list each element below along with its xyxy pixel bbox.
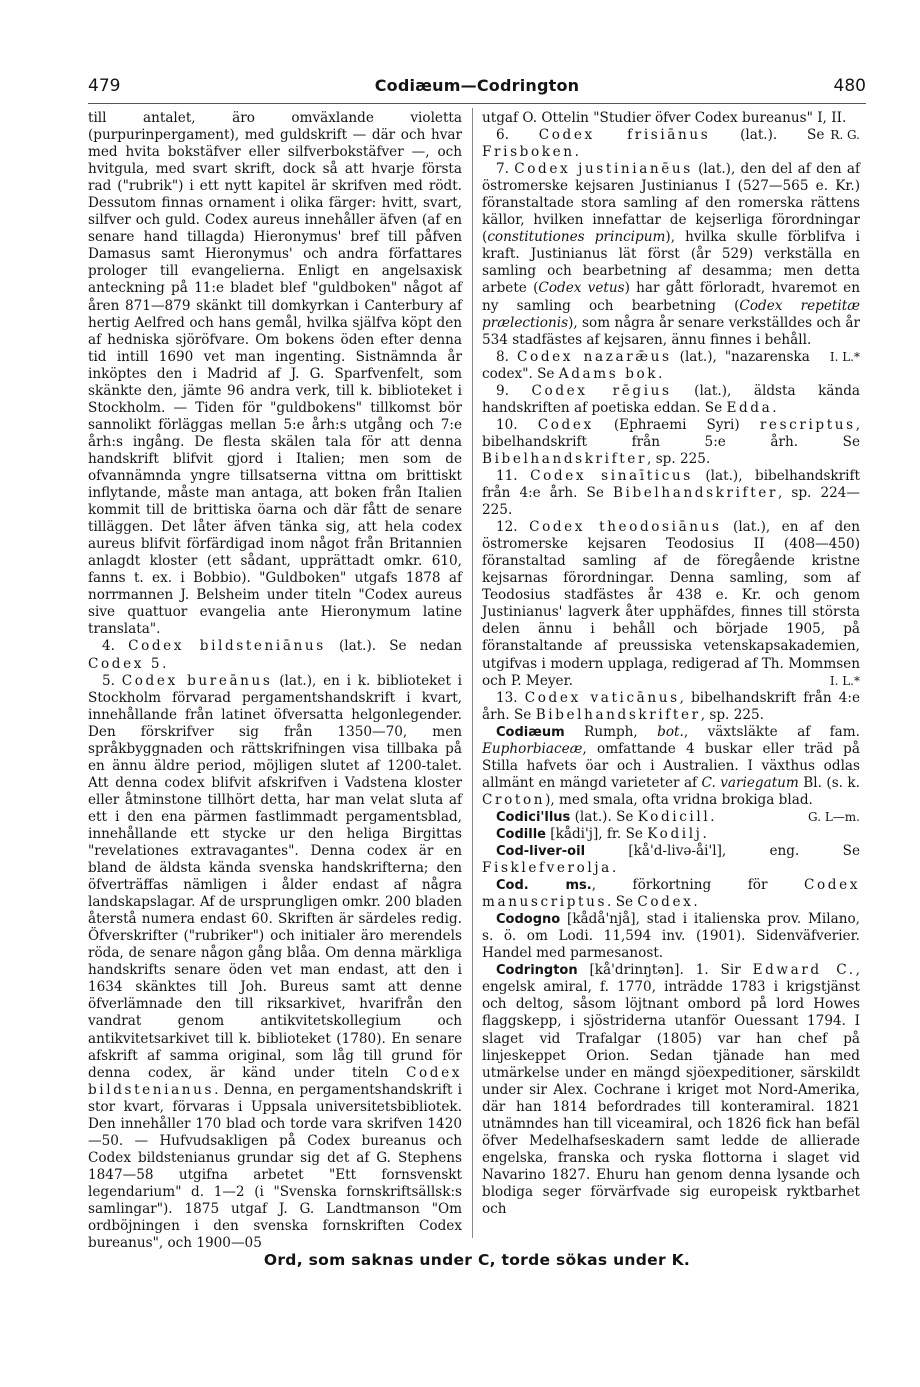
entry-codiaeum: Codiæum Rumph, bot., växtsläkte af fam. Euphorbiaceæ, omfattande 4 buskar eller träd på Stilla hafvets öar och i Australien. I växthus odlas allmänt en mängd varieteter af C. variegatum Bl. (s. k. Croton), med smala, ofta vridna brokiga blad. G. L—m. xyxy=(482,724,860,809)
author-signature: I. L.* xyxy=(829,673,860,688)
entry-codex-6: 6. Codex frisiānus (lat.). Se Frisboken. xyxy=(482,127,825,161)
headword: Codogno xyxy=(496,912,561,928)
entry-codex-12: 12. Codex theodosiānus (lat.), en af den östromerske kejsaren Teodosius II (408—450) föranstaltad samling af de föregående kristne kejsarnas förordningar. Denna samling, som af Teodosius stadfästes år 438 e. Kr. och genom Justinianus' lagverk åter upphäfdes, finnes till största delen ännu i behåll och började 1905, på föranstaltande af preussiska vetenskapsakademien, utgifvas i modern upplaga, redigerad af Th. Mommsen och P. Meyer. I. L.* xyxy=(482,519,860,689)
headword: Codrington xyxy=(496,963,578,979)
entry-codex-4: 4. Codex bildsteniānus (lat.). Se nedan Codex 5. xyxy=(88,638,462,672)
cross-reference: Kodicill. xyxy=(637,808,718,825)
cross-reference: Bibelhandskrifter xyxy=(535,706,701,723)
cross-reference: Frisboken. xyxy=(482,144,582,161)
author-signature: I. L.* xyxy=(829,349,860,364)
entry-name: Codex justinianēus xyxy=(514,161,693,178)
entry-codrington: Codrington [kå'drinŋtən]. 1. Sir Edward C., engelsk amiral, f. 1770, inträdde 1783 i krigstjänst och deltog, såsom löjtnant ombord på lord Howes flaggskepp, i sjöstriderna utanför Ouessant 1794. I slaget vid Trafalgar (1805) var han chef på linjeskeppet Orion. Sedan tjänade han med utmärkelse under en mängd sjöexpeditioner, särskildt under sir Alex. Cochrane i kriget mot Nord-Amerika, där han 1814 befordrades till konteramiral. 1821 utnämndes han till viceamiral, och 1826 fick han befäl öfver Medelhafseskadern samt ledde de allierade engelska, franska och ryska flottorna i slaget vid Navarino 1827. Ehuru han genom denna lysande och blodiga seger förvärfvade sig europeisk ryktbarhet och xyxy=(482,962,860,1217)
cross-reference: Kodilj. xyxy=(647,825,710,842)
entry-codex-13: 13. Codex vaticānus, bibelhandskrift från 4:e årh. Se Bibelhandskrifter, sp. 225. xyxy=(482,689,861,723)
entry-name: Codex rēgius xyxy=(531,382,672,399)
cross-reference: Edda. xyxy=(726,399,780,416)
headword: Codille xyxy=(496,826,546,842)
entry-codex-5: 5. Codex bureānus (lat.), en i k. biblioteket i Stockholm förvarad pergamentshandskrift i kvart, innehållande från latinet öfversatta helgonlegender. Den förskrifver sig från 1350—70, men språkbyggnaden och rättskrifningen visa tillbaka på en ännu äldre period, möjligen slutet af 1200-talet. Att denna codex blifvit afskrifven i Vadstena kloster eller åtminstone tillhört detta, har man velat sluta af ett i den ena pärmen fastlimmadt pergamentsblad, innehållande ett stycke ur den heliga Birgittas "revelationes extravagantes". Denna codex är en bland de äldsta kända svenska handskrifterna; den öfverträffas nämligen i ålder endast af några landskapslagar. Af de ursprungligen omkr. 200 bladen återstå numera endast 60. Skriften är särdeles redig. Öfverskrifter ("rubriker") och initialer äro merendels röda, de senare någon gång blåa. Om denna märkliga handskrifts senare öden vet man endast, att den i 1634 skänktes till Joh. Bureus samt att denne öfverlämnade den till riksarkivet, hvarifrån den vandrat genom antikvitetskollegium och antikvitetsarkivet till k. biblioteket (1780). En senare afskrift af samma original, som låg till grund för denna codex, är känd under titeln Codex bildstenianus. Denna, en pergamentshandskrift i stor kvart, förvaras i Uppsala universitetsbibliotek. Den innehåller 170 blad och torde vara skrifven 1420—50. — Hufvudsakligen på Codex bureanus och Codex bildstenianus grundar sig det af G. Stephens 1847—58 utgifna arbetet "Ett fornsvenskt legendarium" d. 1—2 (i "Svenska fornskriftsällsk:s samlingar"). 1875 utgaf J. G. Landtmanson "Om ordböjningen i den svenska fornskriften Codex bureanus", och 1900—05 xyxy=(88,672,463,1252)
cross-reference: Croton xyxy=(482,791,546,808)
page-header xyxy=(88,68,866,100)
entry-cod-ms: Cod. ms., förkortning för Codex manuscriptus. Se Codex. xyxy=(482,877,860,911)
cross-reference: Fisklefverolja. xyxy=(482,860,619,877)
entry-codex-11: 11. Codex sinaīticus (lat.), bibelhandskrift från 4:e årh. Se Bibelhandskrifter, sp. 224—225. xyxy=(482,467,861,519)
cross-reference: Codex bildstenianus xyxy=(88,1064,462,1098)
author-signature: G. L—m. xyxy=(808,809,860,824)
headword: Cod-liver-oil xyxy=(496,844,586,860)
entry-codex-9: 9. Codex rēgius (lat.), äldsta kända handskriften af poetiska eddan. Se Edda. xyxy=(482,382,861,416)
column-divider xyxy=(472,108,473,1238)
entry-name-part: rescriptus xyxy=(759,416,856,433)
cross-reference: Bibelhandskrifter xyxy=(482,450,648,467)
entry-codicillus: Codici'llus (lat.). Se Kodicill. xyxy=(496,808,718,825)
entry-name: Codex nazarǣus xyxy=(517,348,672,365)
cross-reference: Bibelhandskrifter xyxy=(612,485,778,502)
headword: Cod. ms. xyxy=(496,878,592,894)
left-column xyxy=(88,110,463,1252)
headword: Codici'llus xyxy=(496,809,571,825)
entry-codex-10: 10. Codex (Ephraemi Syri) rescriptus, bibelhandskrift från 5:e årh. Se Bibelhandskrifter, sp. 225. xyxy=(482,416,861,467)
entry-codogno: Codogno [kådå'njå], stad i italienska prov. Milano, s. ö. om Lodi. 11,594 inv. (1901). Sidenväfverier. Handel med parmesanost. xyxy=(482,911,860,962)
running-title: Codiæum—Codrington xyxy=(374,76,580,95)
footer-note: Ord, som saknas under C, torde sökas under K. xyxy=(263,1251,691,1269)
cross-reference: Codex. xyxy=(637,894,701,911)
entry-codille: Codille [kådi'j], fr. Se Kodilj. xyxy=(496,825,710,842)
entry-name: Codex frisiānus xyxy=(538,127,711,144)
entry-name: Codex theodosiānus xyxy=(529,519,722,536)
page-number-right: 480 xyxy=(833,76,866,96)
entry-name: Codex xyxy=(537,416,594,433)
right-column xyxy=(482,110,860,1235)
cross-reference: Codex 5. xyxy=(88,655,170,672)
cross-reference: Adams bok. xyxy=(558,365,666,382)
codex-bureanus-continuation: utgaf O. Ottelin "Studier öfver Codex bureanus" I, II. R. G. xyxy=(482,110,860,127)
header-rule xyxy=(88,103,866,104)
entry-name: Codex bureānus xyxy=(121,672,273,689)
codex-aureus-continuation: till antalet, äro omväxlande violetta (purpurinpergament), med guldskrift — där och hvar med hvita bokstäfver eller silfverbokstäfver —, och hvitgula, med svart skrift, dock så att hvarje första rad ("rubrik") i ett nytt kapitel är skrifven med rödt. Dessutom finnas ornament i olika färger: hvitt, svart, silfver och guld. Codex aureus innehåller äfven (af en senare hand tillagda) Hieronymus' bref till påfven Damasus samt Hieronymus' och andra författares prologer till evangelierna. Enligt en angelsaxisk anteckning på 11:e bladet blef "guldboken" något af åren 871—879 skänkt till domkyrkan i Canterbury af hertig Aelfred och hans gemål, hvilka själfva köpt den af hedniska sjöröfvare. Om bokens öden efter denna tid intill 1690 vet man ingenting. Sistnämnda år inköptes den i Madrid af J. G. Sparfvenfelt, som skänkte den, jämte 96 andra verk, till k. biblioteket i Stockholm. — Tiden för "guldbokens" tillkomst bör sannolikt förläggas mellan 5:e årh:s utgång och 7:e årh:s ingång. De flesta skälen tala för att denna handskrift blifvit gjord i Italien; men som de ofvannämnda yngre tillsatserna vittna om brittiskt inflytande, måste man antaga, att boken från Italien kommit till de brittiska öarna och där fått de senare tilläggen. Det låter äfven tänka sig, att hela codex aureus blifvit förfärdigad inom något från Britannien anlagdt kloster (ett sådant, upprättadt omkr. 610, fanns t. ex. i Bobbio). "Guldboken" utgafs 1878 af norrmannen J. Belsheim under titeln "Codex aureus sive quattuor evangelia ante Hieronymum latine translata". xyxy=(88,110,462,638)
entry-codex-8: 8. Codex nazarǣus (lat.), "nazarenska codex". Se Adams bok. xyxy=(482,348,810,382)
entry-name: Codex vaticānus xyxy=(524,689,680,706)
entry-name: Codex bildsteniānus xyxy=(128,638,326,655)
cross-reference: Edward C. xyxy=(752,962,856,979)
author-signature: R. G. xyxy=(830,128,860,143)
entry-codex-7: 7. Codex justinianēus (lat.), den del af den af östromerske kejsaren Justinianus I (527—565 e. Kr.) föranstaltade stora samling af den romerska rättens källor, hvilken innefattar de kejserliga förordningar (constitutiones principum), hvilka skulle förblifva i kraft. Justinianus lät först (år 529) verkställa en samling och bearbetning af desamma; men detta arbete (Codex vetus) har gått förloradt, hvaremot en ny samling och bearbetning (Codex repetitæ prælectionis), som några år senare verkställdes och år 534 stadfästes af kejsaren, ännu finnes i behåll. I. L.* xyxy=(482,161,860,349)
cross-reference: Codex manuscriptus xyxy=(482,877,860,911)
entry-name: Codex sinaīticus xyxy=(530,467,693,484)
headword: Codiæum xyxy=(496,724,565,740)
page-number-left: 479 xyxy=(88,76,121,96)
entry-cod-liver-oil: Cod-liver-oil [kå'd-livə-åi'l], eng. Se Fisklefverolja. xyxy=(482,843,860,877)
